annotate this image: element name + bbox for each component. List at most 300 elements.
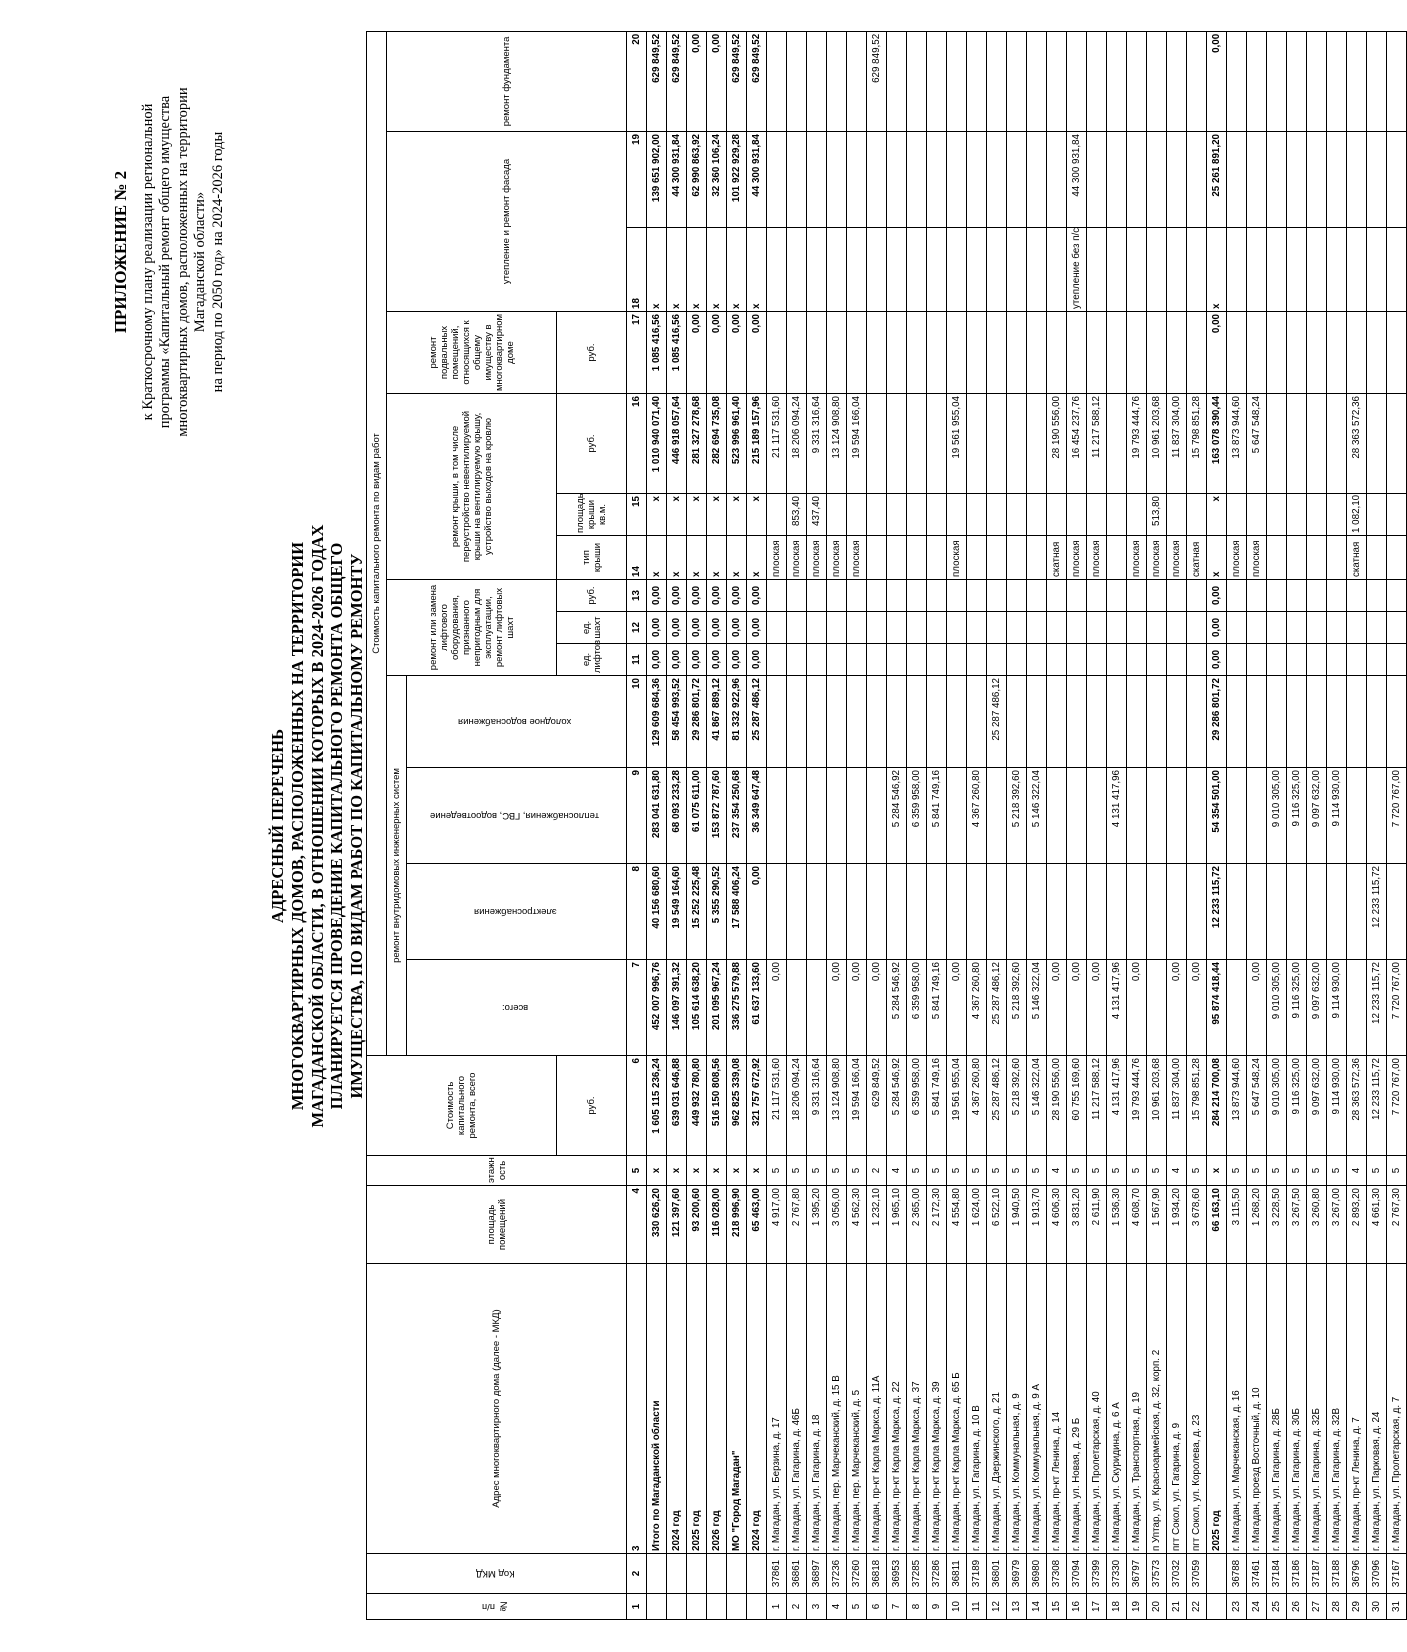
table-cell: 449 932 780,80 bbox=[687, 1056, 707, 1156]
table-cell bbox=[1127, 228, 1147, 312]
table-cell: 37330 bbox=[1107, 1554, 1127, 1594]
table-cell bbox=[767, 864, 787, 960]
table-cell: 5 146 322,04 bbox=[1027, 960, 1047, 1056]
table-cell: плоская bbox=[1087, 536, 1107, 580]
table-cell: 25 287 486,12 bbox=[987, 1056, 1007, 1156]
table-cell bbox=[947, 580, 967, 612]
table-cell: г. Магадан, пер. Марчеканский, д. 5 bbox=[847, 1264, 867, 1554]
table-row bbox=[827, 31, 847, 1619]
header-roof: ремонт крыши, в том числе переустройство невентилируемой крыши на вентилируемую крышу, устройство выходов на кровлю bbox=[387, 394, 557, 580]
table-cell: 9 114 930,00 bbox=[1327, 960, 1347, 1056]
table-cell: 28 363 572,36 bbox=[1347, 394, 1367, 494]
table-cell: 0,00 bbox=[747, 312, 767, 394]
table-cell bbox=[987, 312, 1007, 394]
table-cell bbox=[1287, 228, 1307, 312]
header-sys-total: всего: bbox=[407, 960, 627, 1056]
table-cell bbox=[847, 31, 867, 131]
appendix-subtitle bbox=[140, 2, 227, 522]
table-cell bbox=[1067, 494, 1087, 536]
table-cell bbox=[1027, 536, 1047, 580]
table-cell: 25 261 891,20 bbox=[1207, 132, 1227, 228]
table-cell bbox=[1387, 580, 1407, 612]
table-cell bbox=[927, 612, 947, 644]
table-cell bbox=[887, 536, 907, 580]
table-cell bbox=[1187, 494, 1207, 536]
header-facade: утепление и ремонт фасада bbox=[387, 132, 627, 312]
table-cell: 11 bbox=[967, 1594, 987, 1620]
table-cell: 4 bbox=[627, 1186, 647, 1264]
table-cell: 9 097 632,00 bbox=[1307, 1056, 1327, 1156]
table-cell bbox=[1347, 312, 1367, 394]
table-cell: г. Магадан, ул. Пролетарская, д. 7 bbox=[1387, 1264, 1407, 1554]
table-cell bbox=[1367, 312, 1387, 394]
table-cell bbox=[787, 676, 807, 768]
summary-row bbox=[687, 31, 707, 1619]
header-electro: электроснабжения bbox=[407, 864, 627, 960]
table-cell bbox=[1227, 960, 1247, 1056]
table-cell: 13 873 944,60 bbox=[1227, 1056, 1247, 1156]
table-cell bbox=[1107, 536, 1127, 580]
table-cell bbox=[807, 31, 827, 131]
table-cell: 629 849,52 bbox=[867, 1056, 887, 1156]
table-cell: 5 841 749,16 bbox=[927, 768, 947, 864]
table-cell: 12 bbox=[627, 612, 647, 644]
table-cell bbox=[1327, 536, 1347, 580]
table-cell: г. Магадан, пр-кт Карла Маркса, д. 39 bbox=[927, 1264, 947, 1554]
table-cell bbox=[987, 864, 1007, 960]
table-cell: 4 367 260,80 bbox=[967, 768, 987, 864]
table-cell: 19 793 444,76 bbox=[1127, 394, 1147, 494]
table-cell bbox=[967, 394, 987, 494]
table-cell: 3 267,00 bbox=[1327, 1186, 1347, 1264]
table-cell: 6 bbox=[627, 1056, 647, 1156]
table-cell bbox=[907, 644, 927, 676]
table-cell: 19 549 164,60 bbox=[667, 864, 687, 960]
table-cell bbox=[1027, 312, 1047, 394]
table-cell bbox=[1187, 644, 1207, 676]
table-cell: 3 bbox=[807, 1594, 827, 1620]
table-cell bbox=[887, 228, 907, 312]
table-cell bbox=[1367, 612, 1387, 644]
table-cell: г. Магадан, ул. Коммунальная, д. 9 bbox=[1007, 1264, 1027, 1554]
table-cell bbox=[787, 612, 807, 644]
table-cell bbox=[727, 1554, 747, 1594]
table-cell: 4 367 260,80 bbox=[967, 1056, 987, 1156]
table-cell bbox=[887, 31, 907, 131]
table-cell: 0,00 bbox=[647, 580, 667, 612]
table-cell: 25 bbox=[1267, 1594, 1287, 1620]
header-num: № п/п bbox=[367, 1594, 627, 1620]
table-cell bbox=[1187, 676, 1207, 768]
table-cell: 93 200,60 bbox=[687, 1186, 707, 1264]
table-cell bbox=[1347, 580, 1367, 612]
table-cell bbox=[1367, 494, 1387, 536]
table-cell: 2 767,80 bbox=[787, 1186, 807, 1264]
table-row bbox=[1127, 31, 1147, 1619]
table-cell bbox=[947, 768, 967, 864]
table-cell: 36801 bbox=[987, 1554, 1007, 1594]
table-cell bbox=[727, 1594, 747, 1620]
summary-row bbox=[727, 31, 747, 1619]
table-cell bbox=[1367, 536, 1387, 580]
table-cell bbox=[1127, 864, 1147, 960]
table-cell: г. Магадан, ул. Гагарина, д. 28Б bbox=[1267, 1264, 1287, 1554]
table-cell bbox=[787, 768, 807, 864]
table-cell: г. Магадан, пер. Марчеканский, д. 15 В bbox=[827, 1264, 847, 1554]
table-cell: плоская bbox=[947, 536, 967, 580]
table-cell bbox=[1067, 644, 1087, 676]
table-cell bbox=[927, 394, 947, 494]
table-cell: 37032 bbox=[1167, 1554, 1187, 1594]
table-cell: 5 bbox=[1107, 1156, 1127, 1186]
table-cell: г. Магадан, пр-кт Карла Маркса, д. 22 bbox=[887, 1264, 907, 1554]
table-cell: 0,00 bbox=[727, 312, 747, 394]
table-cell: x bbox=[647, 494, 667, 536]
table-cell bbox=[907, 494, 927, 536]
table-cell bbox=[1047, 580, 1067, 612]
table-cell: 30 bbox=[1367, 1594, 1387, 1620]
table-cell: 37094 bbox=[1067, 1554, 1087, 1594]
table-cell: 7 720 767,00 bbox=[1387, 1056, 1407, 1156]
table-cell: 24 bbox=[1247, 1594, 1267, 1620]
table-cell: г. Магадан, ул. Гагарина, д. 32В bbox=[1327, 1264, 1347, 1554]
table-cell: скатная bbox=[1347, 536, 1367, 580]
table-cell: 5 284 546,92 bbox=[887, 768, 907, 864]
table-cell bbox=[1127, 612, 1147, 644]
table-cell: плоская bbox=[1127, 536, 1147, 580]
table-cell: 853,40 bbox=[787, 494, 807, 536]
table-cell: 237 354 250,68 bbox=[727, 768, 747, 864]
table-cell bbox=[1127, 644, 1147, 676]
table-cell bbox=[967, 644, 987, 676]
table-cell: 6 522,10 bbox=[987, 1186, 1007, 1264]
table-cell bbox=[1047, 768, 1067, 864]
table-cell bbox=[1147, 612, 1167, 644]
header-rub: руб. bbox=[557, 580, 627, 612]
table-cell bbox=[1247, 676, 1267, 768]
table-cell: 0,00 bbox=[647, 644, 667, 676]
table-cell: 0,00 bbox=[867, 960, 887, 1056]
table-row bbox=[1227, 31, 1247, 1619]
header-lift: ремонт или замена лифтового оборудования, признанного непригодным для эксплуатации, ремонт лифтовых шахт bbox=[387, 580, 557, 676]
table-cell bbox=[1247, 864, 1267, 960]
table-cell: 1 605 115 236,24 bbox=[647, 1056, 667, 1156]
table-cell: x bbox=[747, 494, 767, 536]
table-cell bbox=[927, 864, 947, 960]
table-cell: 330 626,20 bbox=[647, 1186, 667, 1264]
table-cell: x bbox=[667, 228, 687, 312]
table-cell bbox=[1147, 228, 1167, 312]
table-cell bbox=[1147, 312, 1167, 394]
table-cell: 5 bbox=[627, 1156, 647, 1186]
table-cell: 1 536,30 bbox=[1107, 1186, 1127, 1264]
table-cell bbox=[1287, 132, 1307, 228]
table-cell: 36797 bbox=[1127, 1554, 1147, 1594]
table-cell bbox=[1007, 676, 1027, 768]
table-cell: 5 bbox=[907, 1156, 927, 1186]
table-cell bbox=[1367, 676, 1387, 768]
table-cell: 18 206 094,24 bbox=[787, 394, 807, 494]
table-cell: 523 996 961,40 bbox=[727, 394, 747, 494]
table-cell bbox=[1027, 494, 1047, 536]
table-cell: 16 bbox=[627, 394, 647, 494]
table-cell bbox=[1087, 580, 1107, 612]
table-cell bbox=[947, 612, 967, 644]
table-cell: 15 798 851,28 bbox=[1187, 394, 1207, 494]
table-cell: x bbox=[687, 536, 707, 580]
table-cell bbox=[1167, 864, 1187, 960]
table-cell bbox=[807, 580, 827, 612]
table-cell bbox=[1227, 676, 1247, 768]
table-cell: 1 965,10 bbox=[887, 1186, 907, 1264]
table-row bbox=[767, 31, 787, 1619]
table-cell bbox=[907, 132, 927, 228]
table-cell bbox=[887, 580, 907, 612]
table-cell bbox=[847, 864, 867, 960]
table-cell: скатная bbox=[1187, 536, 1207, 580]
table-cell: 17 bbox=[627, 312, 647, 394]
table-cell: 9 010 305,00 bbox=[1267, 960, 1287, 1056]
table-cell bbox=[1007, 394, 1027, 494]
table-cell: 27 bbox=[1307, 1594, 1327, 1620]
table-cell bbox=[887, 864, 907, 960]
table-row bbox=[927, 31, 947, 1619]
table-cell bbox=[907, 394, 927, 494]
table-cell: 37167 bbox=[1387, 1554, 1407, 1594]
table-cell: 12 233 115,72 bbox=[1367, 960, 1387, 1056]
table-cell: 19 bbox=[627, 132, 647, 228]
appendix-line: программы «Капитальный ремонт общего имущества bbox=[157, 95, 174, 429]
table-container bbox=[366, 32, 1402, 1620]
header-rub: руб. bbox=[557, 394, 627, 494]
table-cell: 10 bbox=[947, 1594, 967, 1620]
table-cell bbox=[967, 312, 987, 394]
table-cell bbox=[867, 228, 887, 312]
table-cell bbox=[1007, 580, 1027, 612]
table-cell: x bbox=[667, 536, 687, 580]
table-cell bbox=[787, 580, 807, 612]
table-cell bbox=[967, 580, 987, 612]
table-cell: 62 990 863,92 bbox=[687, 132, 707, 228]
table-cell: 3 228,50 bbox=[1267, 1186, 1287, 1264]
table-cell bbox=[1047, 494, 1067, 536]
table-cell: 9 116 325,00 bbox=[1287, 1056, 1307, 1156]
table-cell: 37188 bbox=[1327, 1554, 1347, 1594]
table-cell: 37236 bbox=[827, 1554, 847, 1594]
table-cell bbox=[667, 1594, 687, 1620]
table-cell: плоская bbox=[767, 536, 787, 580]
table-cell: 4 608,70 bbox=[1127, 1186, 1147, 1264]
table-cell: 5 bbox=[1027, 1156, 1047, 1186]
table-cell bbox=[1167, 612, 1187, 644]
table-cell: 5 bbox=[787, 1156, 807, 1186]
table-cell bbox=[1107, 494, 1127, 536]
table-cell: x bbox=[1207, 1156, 1227, 1186]
table-row bbox=[1307, 31, 1327, 1619]
table-cell bbox=[1027, 132, 1047, 228]
table-cell bbox=[1287, 864, 1307, 960]
table-cell: 5 146 322,04 bbox=[1027, 1056, 1047, 1156]
table-cell: 5 bbox=[767, 1156, 787, 1186]
table-cell: 4 367 260,80 bbox=[967, 960, 987, 1056]
table-cell bbox=[807, 676, 827, 768]
table-cell bbox=[1167, 228, 1187, 312]
table-cell bbox=[1327, 864, 1347, 960]
table-cell bbox=[1247, 31, 1267, 131]
table-cell: плоская bbox=[1067, 536, 1087, 580]
header-group-systems: ремонт внутридомовых инженерных систем bbox=[387, 676, 407, 1056]
table-cell bbox=[1087, 864, 1107, 960]
table-row bbox=[847, 31, 867, 1619]
table-cell: 25 287 486,12 bbox=[987, 676, 1007, 768]
table-cell bbox=[1027, 580, 1047, 612]
table-cell bbox=[1227, 228, 1247, 312]
table-cell bbox=[1367, 132, 1387, 228]
table-cell: 37286 bbox=[927, 1554, 947, 1594]
table-cell bbox=[1127, 132, 1147, 228]
table-cell bbox=[1307, 612, 1327, 644]
table-cell bbox=[847, 494, 867, 536]
table-cell: 37308 bbox=[1047, 1554, 1067, 1594]
table-cell: 11 217 588,12 bbox=[1087, 394, 1107, 494]
table-cell bbox=[1287, 312, 1307, 394]
table-cell: 4 554,80 bbox=[947, 1186, 967, 1264]
table-cell: 11 837 304,00 bbox=[1167, 394, 1187, 494]
table-cell bbox=[1347, 864, 1367, 960]
table-row bbox=[1247, 31, 1267, 1619]
table-cell bbox=[1247, 768, 1267, 864]
header-total-cost: Стоимость капитального ремонта, всего bbox=[367, 1056, 557, 1156]
table-cell: 5 146 322,04 bbox=[1027, 768, 1047, 864]
header-lift-shafts: ед. шахт bbox=[557, 612, 627, 644]
table-cell: 1 567,90 bbox=[1147, 1186, 1167, 1264]
table-cell bbox=[927, 644, 947, 676]
table-cell bbox=[1107, 312, 1127, 394]
table-cell bbox=[907, 228, 927, 312]
table-cell: 4 bbox=[1347, 1156, 1367, 1186]
table-cell bbox=[1167, 768, 1187, 864]
table-cell bbox=[907, 676, 927, 768]
table-cell bbox=[1387, 536, 1407, 580]
table-cell: 3 267,50 bbox=[1287, 1186, 1307, 1264]
table-cell: 2 611,90 bbox=[1087, 1186, 1107, 1264]
table-cell: 6 bbox=[867, 1594, 887, 1620]
table-cell bbox=[1267, 494, 1287, 536]
table-cell: 19 561 955,04 bbox=[947, 394, 967, 494]
table-cell: 29 286 801,72 bbox=[1207, 676, 1227, 768]
table-cell bbox=[647, 1594, 667, 1620]
table-cell bbox=[827, 312, 847, 394]
table-cell bbox=[787, 31, 807, 131]
table-cell bbox=[1127, 768, 1147, 864]
table-cell: 31 bbox=[1387, 1594, 1407, 1620]
table-cell bbox=[1267, 31, 1287, 131]
header-area: площадь помещений bbox=[367, 1186, 627, 1264]
table-cell bbox=[927, 580, 947, 612]
table-cell bbox=[847, 580, 867, 612]
table-cell: 0,00 bbox=[1167, 960, 1187, 1056]
table-cell bbox=[987, 768, 1007, 864]
table-cell bbox=[1267, 312, 1287, 394]
table-cell: 8 bbox=[627, 864, 647, 960]
table-cell: 4 562,30 bbox=[847, 1186, 867, 1264]
table-cell bbox=[1267, 580, 1287, 612]
table-cell: 36897 bbox=[807, 1554, 827, 1594]
table-cell: 452 007 996,76 bbox=[647, 960, 667, 1056]
table-cell: плоская bbox=[847, 536, 867, 580]
table-cell: 0,00 bbox=[647, 612, 667, 644]
table-cell bbox=[1287, 580, 1307, 612]
table-cell bbox=[1167, 494, 1187, 536]
table-cell: 68 093 233,28 bbox=[667, 768, 687, 864]
table-cell: 2024 год bbox=[667, 1264, 687, 1554]
header-cold: холодное водоснабжения bbox=[407, 676, 627, 768]
table-cell: 9 097 632,00 bbox=[1307, 768, 1327, 864]
table-cell: 5 284 546,92 bbox=[887, 1056, 907, 1156]
table-cell bbox=[1307, 132, 1327, 228]
table-cell: x bbox=[727, 494, 747, 536]
table-cell bbox=[1227, 644, 1247, 676]
table-cell bbox=[827, 676, 847, 768]
table-cell bbox=[1187, 31, 1207, 131]
table-cell: 44 300 931,84 bbox=[747, 132, 767, 228]
table-cell: 44 300 931,84 bbox=[1067, 132, 1087, 228]
table-cell: 0,00 bbox=[727, 580, 747, 612]
table-cell bbox=[1107, 676, 1127, 768]
table-cell: 10 961 203,68 bbox=[1147, 1056, 1167, 1156]
table-cell: 5 bbox=[1327, 1156, 1347, 1186]
table-cell: 9 331 316,64 bbox=[807, 1056, 827, 1156]
table-cell bbox=[927, 31, 947, 131]
table-cell bbox=[1247, 494, 1267, 536]
summary-row bbox=[667, 31, 687, 1619]
table-cell bbox=[767, 676, 787, 768]
table-cell: 29 286 801,72 bbox=[687, 676, 707, 768]
table-cell bbox=[1267, 676, 1287, 768]
table-cell bbox=[967, 612, 987, 644]
table-cell bbox=[967, 494, 987, 536]
table-cell bbox=[1047, 312, 1067, 394]
table-cell: г. Магадан, ул. Скуридина, д. 6 А bbox=[1107, 1264, 1127, 1554]
table-cell bbox=[887, 612, 907, 644]
table-cell bbox=[967, 676, 987, 768]
table-cell bbox=[987, 494, 1007, 536]
table-cell: 5 841 749,16 bbox=[927, 1056, 947, 1156]
table-cell: 336 275 579,88 bbox=[727, 960, 747, 1056]
table-cell: 282 694 735,08 bbox=[707, 394, 727, 494]
table-cell: 36796 bbox=[1347, 1554, 1367, 1594]
header-lift-units: ед. лифтов bbox=[557, 644, 627, 676]
table-cell: 0,00 bbox=[667, 580, 687, 612]
table-cell bbox=[1087, 494, 1107, 536]
table-row bbox=[907, 31, 927, 1619]
table-cell: 9 010 305,00 bbox=[1267, 1056, 1287, 1156]
table-cell: 5 bbox=[1287, 1156, 1307, 1186]
table-cell bbox=[1127, 676, 1147, 768]
table-cell: пгт Сокол, ул. Гагарина, д. 9 bbox=[1167, 1264, 1187, 1554]
table-cell bbox=[1167, 312, 1187, 394]
table-cell: МО "Город Магадан" bbox=[727, 1264, 747, 1554]
table-cell: 0,00 bbox=[747, 612, 767, 644]
table-cell bbox=[1287, 394, 1307, 494]
table-cell bbox=[1347, 612, 1367, 644]
table-cell bbox=[1127, 494, 1147, 536]
table-cell: 2 bbox=[787, 1594, 807, 1620]
table-cell: г. Магадан, ул. Гагарина, д. 32Б bbox=[1307, 1264, 1327, 1554]
table-cell: 0,00 bbox=[727, 644, 747, 676]
table-cell: 5 bbox=[1267, 1156, 1287, 1186]
table-cell: 0,00 bbox=[1187, 960, 1207, 1056]
